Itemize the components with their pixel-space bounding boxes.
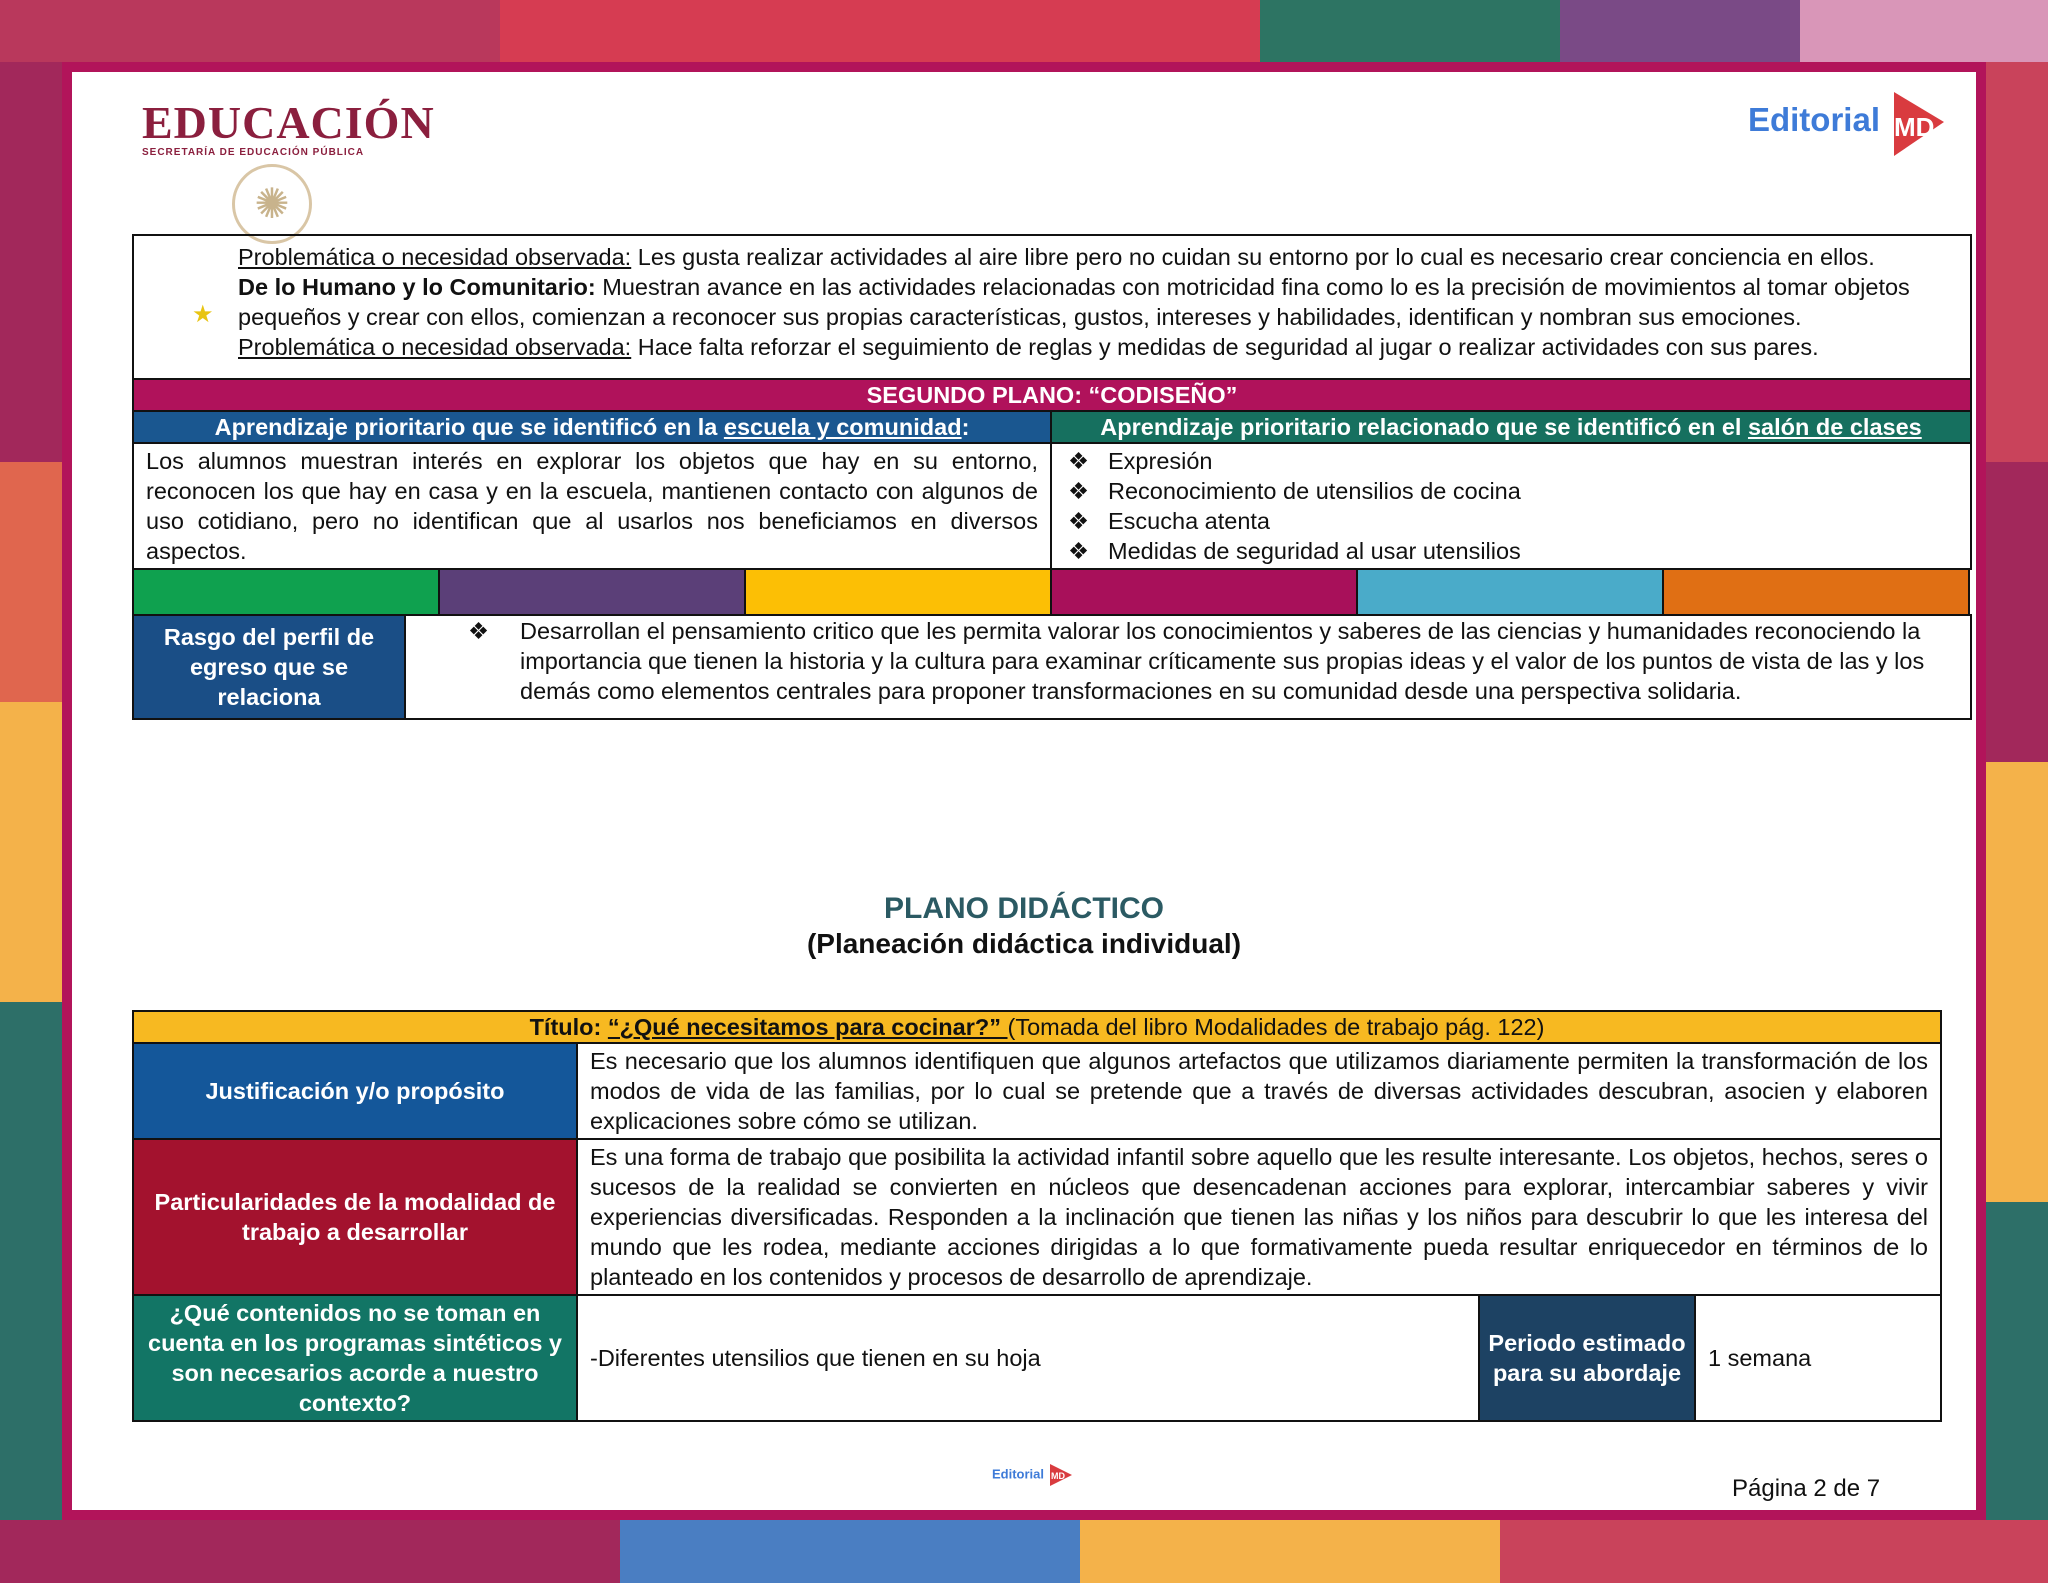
footer-logo — [992, 1462, 1074, 1488]
modality-label: Particularidades de la modalidad de trabajo a desarrollar — [133, 1139, 577, 1295]
school-community-text: Los alumnos muestran interés en explorar los objetos que hay en su entorno, reconocen los que hay en casa y en la escuela, mantienen contacto con algunos de uso cotidiano, pero no identifican que al usarlos nos beneficiamos en diversos aspectos. — [133, 443, 1051, 569]
school-community-header — [133, 411, 1051, 443]
footer-md-text: MD — [1050, 1471, 1065, 1481]
school-header-colon: : — [961, 414, 970, 440]
diagnosis-table — [132, 234, 1972, 570]
bg-block — [1800, 0, 2048, 62]
school-header-text: Aprendizaje prioritario que se identificó en la — [214, 414, 724, 440]
title-source: (Tomada del libro Modalidades de trabajo pág. 122) — [1007, 1014, 1545, 1040]
humano-label: De lo Humano y lo Comunitario: — [238, 274, 596, 300]
bg-block — [0, 702, 62, 1002]
activity-title — [133, 1011, 1941, 1043]
editorial-wordmark: Editorial — [1747, 101, 1880, 138]
modality-text: Es una forma de trabajo que posibilita la actividad infantil sobre aquello que les resulte interesante. Los objetos, hechos, seres o sucesos de la realidad se convierten en núcleos que desencadenan acciones para explorar, intercambiar saberes y vivir experiencias diversificadas. Responden a la inclinación que tienen las niñas y los niños para descubrir lo que les interesa del mundo que les rodea, mediante acciones dirigidas a lo que formativamente pueda resultar enriquecedor en términos de lo planteado en los contenidos y procesos de desarrollo de aprendizaje. — [577, 1139, 1941, 1295]
plano-didactico-heading — [72, 892, 1976, 960]
didactic-table — [132, 1010, 1942, 1422]
plano-subtitle: (Planeación didáctica individual) — [806, 928, 1242, 959]
contents-row — [133, 1295, 1941, 1421]
bg-block — [0, 1002, 62, 1583]
justification-row — [133, 1043, 1941, 1139]
color-bar — [1664, 570, 1968, 614]
justification-text: Es necesario que los alumnos identifiquen que algunos artefactos que utilizamos diariamente permiten la transformación de los modos de vida de las familias, por lo cual se pretende que a través de diversas actividades descubran, asocien y elaboren explicaciones sobre cómo se utilizan. — [577, 1043, 1941, 1139]
bg-block — [1500, 1520, 2048, 1583]
rasgo-text-cell — [405, 615, 1971, 719]
contents-text: -Diferentes utensilios que tienen en su hoja — [577, 1295, 1479, 1421]
md-logo-icon — [1886, 82, 1956, 158]
color-bar — [440, 570, 746, 614]
classroom-header-underlined: salón de clases — [1747, 414, 1922, 440]
diagnosis-row — [133, 235, 1971, 379]
plano-title: PLANO DIDÁCTICO — [884, 892, 1164, 925]
page-number: Página 2 de 7 — [1732, 1475, 1881, 1502]
bg-block — [1986, 62, 2048, 462]
problem-label-1: Problemática o necesidad observada: — [238, 244, 632, 270]
color-bars — [132, 570, 1970, 614]
humano-paragraph — [238, 272, 1940, 332]
list-item: ❖ Medidas de seguridad al usar utensilios — [1062, 536, 1960, 566]
rasgo-table — [132, 614, 1972, 720]
footer-editorial: Editorial — [992, 1466, 1045, 1482]
codiseno-title-row — [133, 379, 1971, 411]
mexico-seal-icon: ✺ — [232, 164, 312, 244]
list-item: ❖ Escucha atenta — [1062, 506, 1960, 536]
sep-subtitle: SECRETARÍA DE EDUCACIÓN PÚBLICA — [142, 147, 365, 158]
classroom-header — [1051, 411, 1971, 443]
sep-logo — [142, 96, 435, 158]
color-bar — [1358, 570, 1664, 614]
problem-label-2: Problemática o necesidad observada: — [238, 334, 632, 360]
bg-block — [0, 62, 62, 462]
modality-row — [133, 1139, 1941, 1295]
justification-label: Justificación y/o propósito — [133, 1043, 577, 1139]
list-item: ❖ Reconocimiento de utensilios de cocina — [1062, 476, 1960, 506]
color-bar — [1052, 570, 1358, 614]
codiseno-body-row — [133, 443, 1971, 569]
contents-label: ¿Qué contenidos no se toman en cuenta en los programas sintéticos y son necesarios acorde a nuestro contexto? — [133, 1295, 577, 1421]
color-bar — [746, 570, 1052, 614]
bg-block — [500, 0, 1260, 62]
document-page — [62, 62, 1986, 1520]
title-label: Título: — [529, 1014, 608, 1040]
md-logo-text: MD — [1894, 112, 1935, 142]
school-header-underlined: escuela y comunidad — [723, 414, 962, 440]
bg-block — [620, 1520, 1080, 1583]
rasgo-label: Rasgo del perfil de egreso que se relaciona — [133, 615, 405, 719]
bg-block — [1260, 0, 1560, 62]
classroom-header-text: Aprendizaje prioritario relacionado que se identificó en el — [1100, 414, 1748, 440]
bg-block — [1986, 762, 2048, 1202]
editorial-md-logo — [1748, 82, 1956, 158]
classroom-list-cell — [1051, 443, 1971, 569]
period-value: 1 semana — [1695, 1295, 1941, 1421]
bg-block — [0, 462, 62, 702]
codiseno-header-row — [133, 411, 1971, 443]
diagnosis-cell — [133, 235, 1971, 379]
rasgo-row — [133, 615, 1971, 719]
list-item: ❖ Expresión — [1062, 446, 1960, 476]
bg-block — [1560, 0, 1800, 62]
classroom-list — [1052, 444, 1970, 568]
period-label: Periodo estimado para su abordaje — [1479, 1295, 1695, 1421]
humano-text: Muestran avance en las actividades relacionadas con motricidad fina como lo es la precisión de movimientos al tomar objetos pequeños y crear con ellos, comienzan a reconocer sus propias características, gustos, intereses y habilidades, identifican y nombran sus emociones. — [238, 274, 1910, 330]
color-bar — [134, 570, 440, 614]
bg-block — [0, 1520, 620, 1583]
bg-block — [1080, 1520, 1500, 1583]
md-logo-icon — [1048, 1462, 1074, 1488]
bg-block — [1986, 462, 2048, 762]
title-row — [133, 1011, 1941, 1043]
problem-paragraph-2 — [238, 332, 1940, 362]
star-icon: ★ — [192, 301, 214, 328]
problem-text-2: Hace falta reforzar el seguimiento de reglas y medidas de seguridad al jugar o realizar actividades con sus pares. — [631, 334, 1819, 360]
rasgo-text: ❖ Desarrollan el pensamiento critico que les permita valorar los conocimientos y saberes de las ciencias y humanidades reconociendo la importancia que tienen la historia y la cultura para examinar críticamente sus propias ideas y el valor de los puntos de vista de las y los demás como elementos centrales para proponer transformaciones en su comunidad desde una perspectiva solidaria. — [520, 618, 1925, 704]
problem-paragraph-1 — [238, 242, 1940, 272]
codiseno-title: SEGUNDO PLANO: “CODISEÑO” — [133, 379, 1971, 411]
bg-block — [0, 0, 500, 62]
problem-text-1: Les gusta realizar actividades al aire libre pero no cuidan su entorno por lo cual es necesario crear conciencia en ellos. — [631, 244, 1875, 270]
edu-wordmark: EDUCACIÓN — [142, 97, 435, 148]
title-name: “¿Qué necesitamos para cocinar?” — [607, 1014, 1008, 1040]
